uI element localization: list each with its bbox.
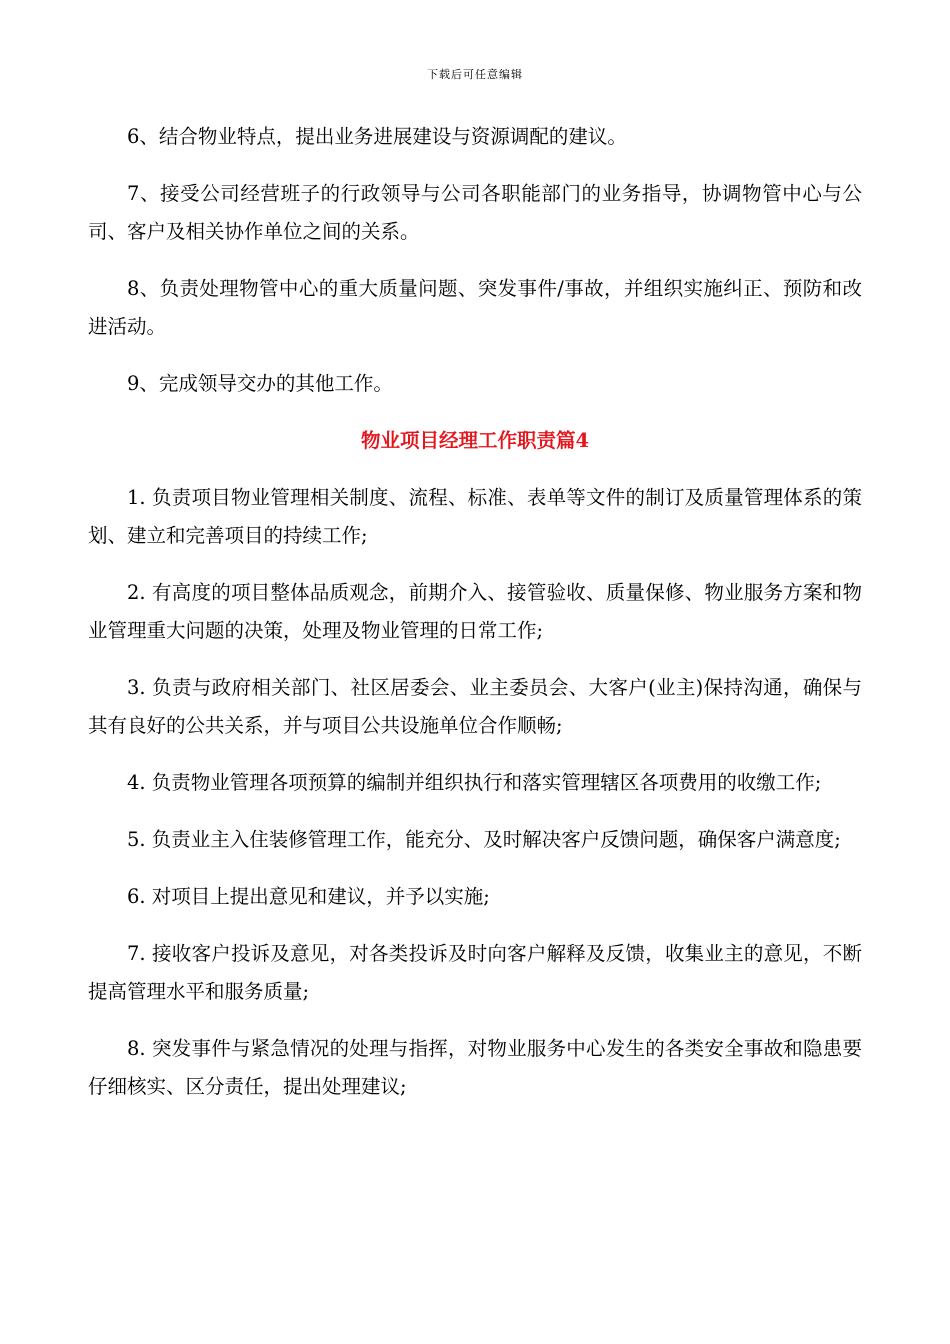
section-item-5: 5. 负责业主入住装修管理工作，能充分、及时解决客户反馈问题，确保客户满意度; — [127, 828, 841, 851]
section-item-4: 4. 负责物业管理各项预算的编制并组织执行和落实管理辖区各项费用的收缴工作; — [127, 771, 822, 794]
paragraph-item-6: 6、结合物业特点，提出业务进展建设与资源调配的建议。 — [127, 125, 627, 148]
section-item-2: 2. 有高度的项目整体品质观念，前期介入、接管验收、质量保修、物业服务方案和物业管理重大问题的决策，处理及物业管理的日常工作; — [88, 581, 862, 642]
document-body — [88, 118, 862, 1125]
paragraph-item-7: 7、接受公司经营班子的行政领导与公司各职能部门的业务指导，协调物管中心与公司、客户及相关协作单位之间的关系。 — [88, 182, 862, 243]
section-item-8: 8. 突发事件与紧急情况的处理与指挥，对物业服务中心发生的各类安全事故和隐患要仔细核实、区分责任，提出处理建议; — [88, 1037, 862, 1098]
paragraph-item-9: 9、完成领导交办的其他工作。 — [127, 372, 393, 395]
section-heading: 物业项目经理工作职责篇4 — [360, 429, 590, 452]
section-item-1: 1. 负责项目物业管理相关制度、流程、标准、表单等文件的制订及质量管理体系的策划、建立和完善项目的持续工作; — [88, 486, 862, 547]
section-item-3: 3. 负责与政府相关部门、社区居委会、业主委员会、大客户(业主)保持沟通，确保与其有良好的公共关系，并与项目公共设施单位合作顺畅; — [88, 676, 862, 737]
section-item-7: 7. 接收客户投诉及意见，对各类投诉及时向客户解释及反馈，收集业主的意见，不断提高管理水平和服务质量; — [88, 942, 862, 1003]
paragraph-item-8: 8、负责处理物管中心的重大质量问题、突发事件/事故，并组织实施纠正、预防和改进活动。 — [88, 277, 862, 338]
header-note: 下载后可任意编辑 — [427, 68, 523, 81]
section-item-6: 6. 对项目上提出意见和建议，并予以实施; — [127, 885, 490, 908]
